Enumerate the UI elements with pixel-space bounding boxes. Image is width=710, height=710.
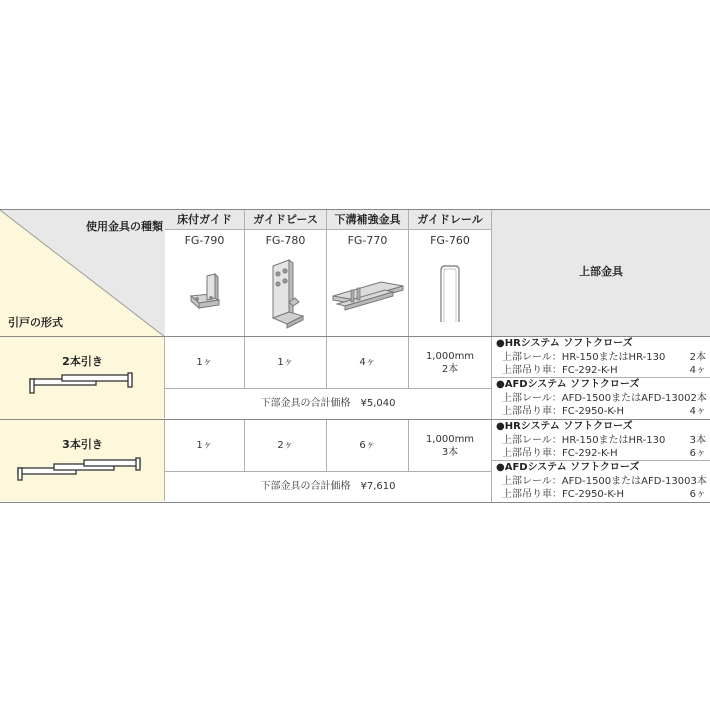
spec-line: 上部レール：HR-150またはHR-130 2本 (502, 351, 706, 363)
spec-line: 上部吊り車：FC-2950-K-H 4ヶ (502, 406, 706, 417)
upper-system-afd (496, 461, 706, 502)
guide-rail-image (435, 264, 465, 324)
column-body-guide-piece (245, 230, 327, 337)
system-title: ●AFDシステム ソフトクローズ (496, 462, 640, 473)
column-body-floor-guide (165, 230, 245, 337)
column-name: ガイドピース (253, 213, 318, 226)
corner-cell (0, 209, 165, 336)
upper-hardware-cell (492, 420, 710, 502)
total-price: 下部金具の合計価格 ¥5,040 (260, 398, 396, 409)
guide-piece-qty: 1ヶ (277, 357, 294, 368)
system-title: ●HRシステム ソフトクローズ (496, 421, 633, 432)
door-type-label: 引戸の形式 (8, 316, 63, 329)
header-columns (165, 209, 492, 336)
column-body-guide-rail (409, 230, 492, 337)
qty-cell (245, 420, 327, 472)
upper-hardware-cell (492, 337, 710, 419)
column-header-groove-reinforcement (327, 210, 409, 230)
qty-cell (327, 420, 409, 472)
spec-line: 上部吊り車：FC-292-K-H 4ヶ (502, 365, 706, 376)
floor-guide-qty: 1ヶ (196, 357, 213, 368)
guide-rail-qty: 3本 (441, 447, 459, 458)
three-panel-door-diagram (16, 456, 146, 482)
column-name: 床付ガイド (177, 213, 232, 226)
groove-reinforcement-qty: 6ヶ (359, 440, 376, 451)
row-label-two-panel (0, 337, 165, 418)
qty-cell (327, 337, 409, 389)
column-header-guide-piece (245, 210, 327, 230)
spec-line: 上部吊り車：FC-2950-K-H 6ヶ (502, 489, 706, 500)
guide-rail-qty: 2本 (441, 364, 459, 375)
floor-guide-image (185, 270, 230, 312)
spec-line: 上部レール：AFD-1500またはAFD-1300 3本 (502, 475, 707, 487)
groove-reinforcement-qty: 4ヶ (359, 357, 376, 368)
qty-cell (165, 420, 245, 472)
spec-line: 上部レール：AFD-1500またはAFD-1300 2本 (502, 392, 707, 404)
row-label-three-panel (0, 420, 165, 501)
column-header-floor-guide (165, 210, 245, 230)
guide-piece-image (265, 258, 310, 330)
upper-system-hr (496, 420, 706, 461)
guide-rail-length: 1,000mm (425, 434, 475, 445)
spec-line: 上部吊り車：FC-292-K-H 6ヶ (502, 448, 706, 459)
spec-line: 上部レール：HR-150またはHR-130 3本 (502, 434, 706, 446)
guide-rail-length: 1,000mm (425, 351, 475, 362)
door-type-name: 3本引き (62, 438, 103, 451)
qty-cell (165, 337, 245, 389)
total-price: 下部金具の合計価格 ¥7,610 (260, 481, 396, 492)
column-code: FG-760 (430, 234, 470, 247)
column-code: FG-780 (265, 234, 306, 247)
qty-cell (245, 337, 327, 389)
column-code: FG-790 (184, 234, 225, 247)
qty-cell (409, 337, 492, 389)
upper-hardware-header (492, 209, 710, 336)
two-panel-door-diagram (28, 371, 138, 395)
column-body-groove-reinforcement (327, 230, 409, 337)
qty-cell (409, 420, 492, 472)
total-price-cell (165, 389, 492, 419)
system-title: ●HRシステム ソフトクローズ (496, 338, 633, 349)
system-title: ●AFDシステム ソフトクローズ (496, 379, 640, 390)
upper-hardware-label: 上部金具 (579, 265, 623, 278)
column-code: FG-770 (347, 234, 388, 247)
door-type-name: 2本引き (62, 355, 103, 368)
column-name: 下溝補強金具 (334, 213, 401, 226)
column-header-guide-rail (409, 210, 492, 230)
upper-system-afd (496, 378, 706, 419)
divider (0, 502, 710, 503)
floor-guide-qty: 1ヶ (196, 440, 213, 451)
guide-piece-qty: 2ヶ (277, 440, 294, 451)
column-name: ガイドレール (417, 213, 483, 226)
total-price-cell (165, 472, 492, 502)
groove-reinforcement-image (329, 274, 407, 316)
hardware-type-label: 使用金具の種類 (86, 220, 163, 233)
upper-system-hr (496, 337, 706, 378)
